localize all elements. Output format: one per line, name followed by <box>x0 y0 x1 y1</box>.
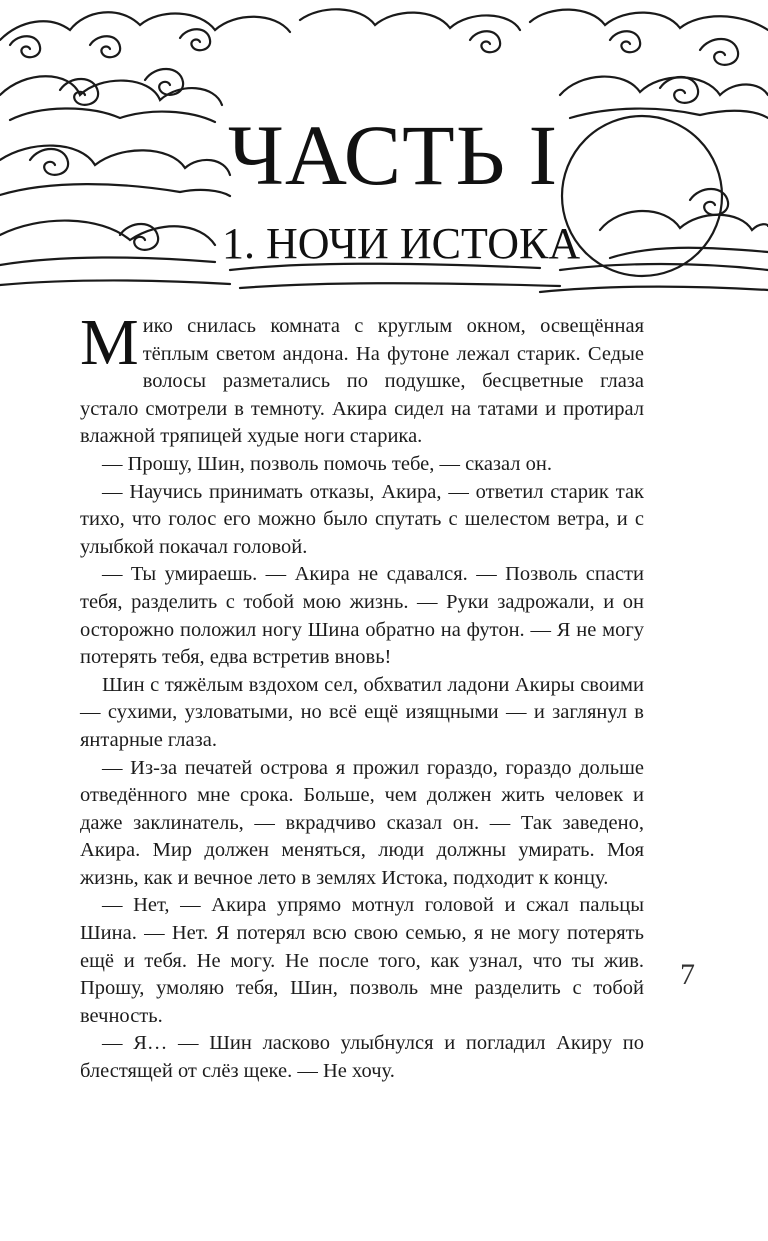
chapter-body <box>80 306 644 1086</box>
chapter-header <box>0 0 768 305</box>
paragraph: — Научись принимать отказы, Акира, — ответил старик так тихо, что голос его можно было спутать с шелестом ветра, и с улыбкой покачал головой. <box>80 480 644 558</box>
page-number: 7 <box>680 958 695 991</box>
drop-cap: М <box>80 306 139 379</box>
paragraph: — Прошу, Шин, позволь помочь тебе, — сказал он. <box>102 452 552 475</box>
chapter-title: 1. НОЧИ ИСТОКА <box>222 219 581 268</box>
paragraph: Мико снилась комната с круглым окном, освещённая тёплым светом андона. На футоне лежал старик. Седые волосы разметались по подушке, бесцветные глаза устало смотрели в темноту. Акира сидел на татами и протирал влажной тряпицей худые ноги старика. <box>80 306 644 448</box>
paragraph: — Из-за печатей острова я прожил гораздо, гораздо дольше отведённого мне срока. Больше, чем должен жить человек и даже заклинатель, — вкрадчиво сказал он. — Так заведено, Акира. Мир должен меняться, люди должны умирать. Моя жизнь, как и вечное лето в землях Истока, подходит к концу. <box>80 756 644 889</box>
part-title: ЧАСТЬ I <box>228 107 559 203</box>
paragraph: Шин с тяжёлым вздохом сел, обхватил ладони Акиры своими — сухими, узловатыми, но всё ещё изящными — и заглянул в янтарные глаза. <box>80 673 644 751</box>
paragraph: — Нет, — Акира упрямо мотнул головой и сжал пальцы Шина. — Нет. Я потерял всю свою семью, я не могу потерять ещё и тебя. Не могу. Не после того, как узнал, что ты жив. Прошу, умоляю тебя, Шин, позволь мне разделить с тобой вечность. <box>80 894 644 1027</box>
paragraph: — Ты умираешь. — Акира не сдавался. — Позволь спасти тебя, разделить с тобой мою жизнь. — Руки задрожали, и он осторожно положил ногу Шина обратно на футон. — Я не могу потерять тебя, едва встретив вновь! <box>80 563 644 669</box>
paragraph: — Я… — Шин ласково улыбнулся и погладил Акиру по блестящей от слёз щеке. — Не хочу. <box>80 1032 644 1083</box>
